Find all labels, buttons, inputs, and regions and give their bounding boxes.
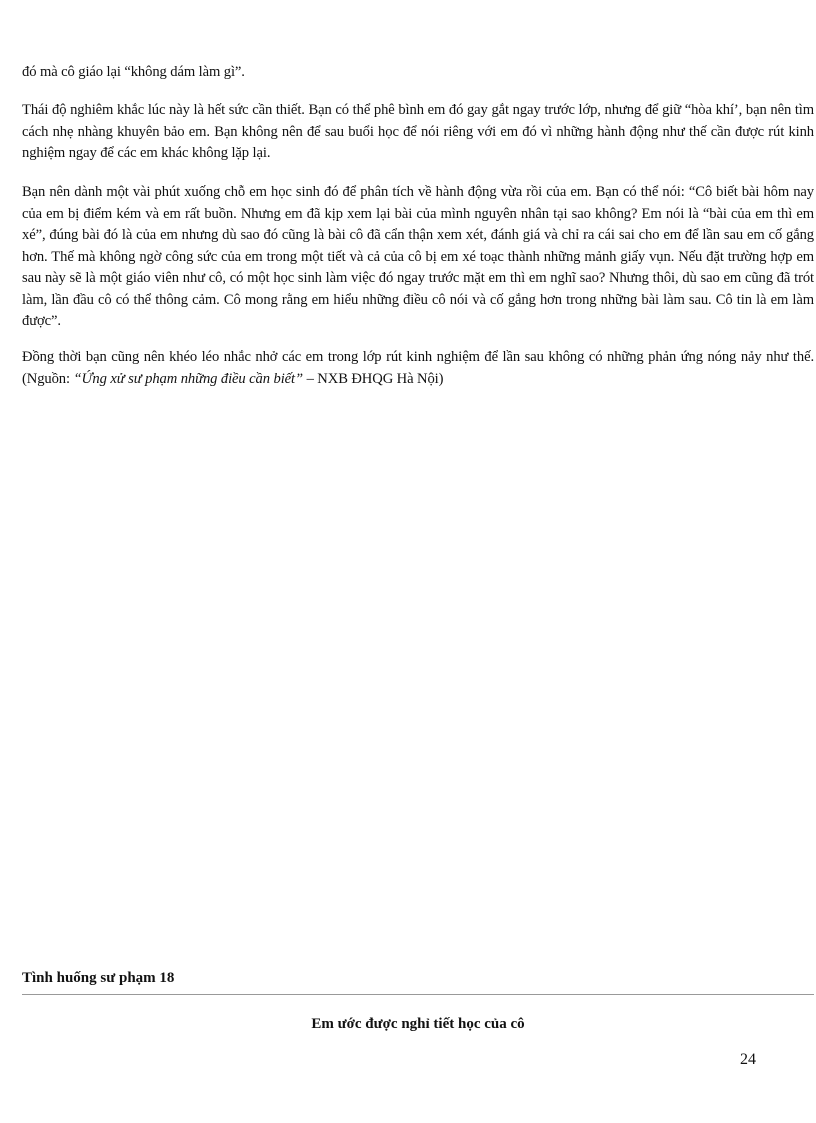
section-divider — [22, 994, 814, 995]
source-title: “Ứng xử sư phạm những điều cần biết” — [73, 370, 304, 387]
section-title: Tình huống sư phạm 18 — [22, 970, 175, 986]
paragraph-4-text: Đồng thời bạn cũng nên khéo léo nhắc nhở các em trong lớp rút kinh nghiệm để lần sau không có những phản ứng nóng nảy như thế. (Nguồn: — [22, 349, 814, 387]
source-publisher: – NXB ĐHQG Hà Nội) — [303, 370, 444, 387]
paragraph-1: đó mà cô giáo lại “không dám làm gì”. — [22, 64, 245, 80]
paragraph-4 — [22, 347, 814, 390]
page-number: 24 — [740, 1051, 756, 1068]
paragraph-3: Bạn nên dành một vài phút xuống chỗ em học sinh đó để phân tích về hành động vừa rồi của em. Bạn có thể nói: “Cô biết bài hôm nay của em bị điểm kém và em rất buồn. Nhưng em đã kịp xem lại bài của mình nguyên nhân tại sao không? Em nói là “bài của em thì em xé”, đúng bài đó là của em nhưng dù sao đó cũng là bài cô đã cẩn thận xem xét, đánh giá và chỉ ra cái sai cho em để lần sau em cố gắng hơn. Thế mà không ngờ công sức của em trong một tiết và cả của cô bị em xé toạc thành những mảnh giấy vụn. Nếu đặt trường hợp em sau này sẽ là một giáo viên như cô, có một học sinh làm việc đó ngay trước mặt em thì em nghĩ sao? Nhưng thôi, dù sao em cũng đã trót làm, lần đầu cô có thể thông cảm. Cô mong rằng em hiểu những điều cô nói và cố gắng hơn trong những bài làm sau. Cô tin là em làm được”. — [22, 184, 814, 329]
section-subtitle: Em ước được nghỉ tiết học của cô — [311, 1016, 525, 1032]
paragraph-2: Thái độ nghiêm khắc lúc này là hết sức cần thiết. Bạn có thể phê bình em đó gay gắt ngay trước lớp, nhưng để giữ “hòa khí’, bạn nên tìm cách nhẹ nhàng khuyên bảo em. Bạn không nên để sau buổi học để nói riêng với em đó vì những hành động như thế cần được rút kinh nghiệm ngay để các em khác không lặp lại. — [22, 102, 814, 161]
